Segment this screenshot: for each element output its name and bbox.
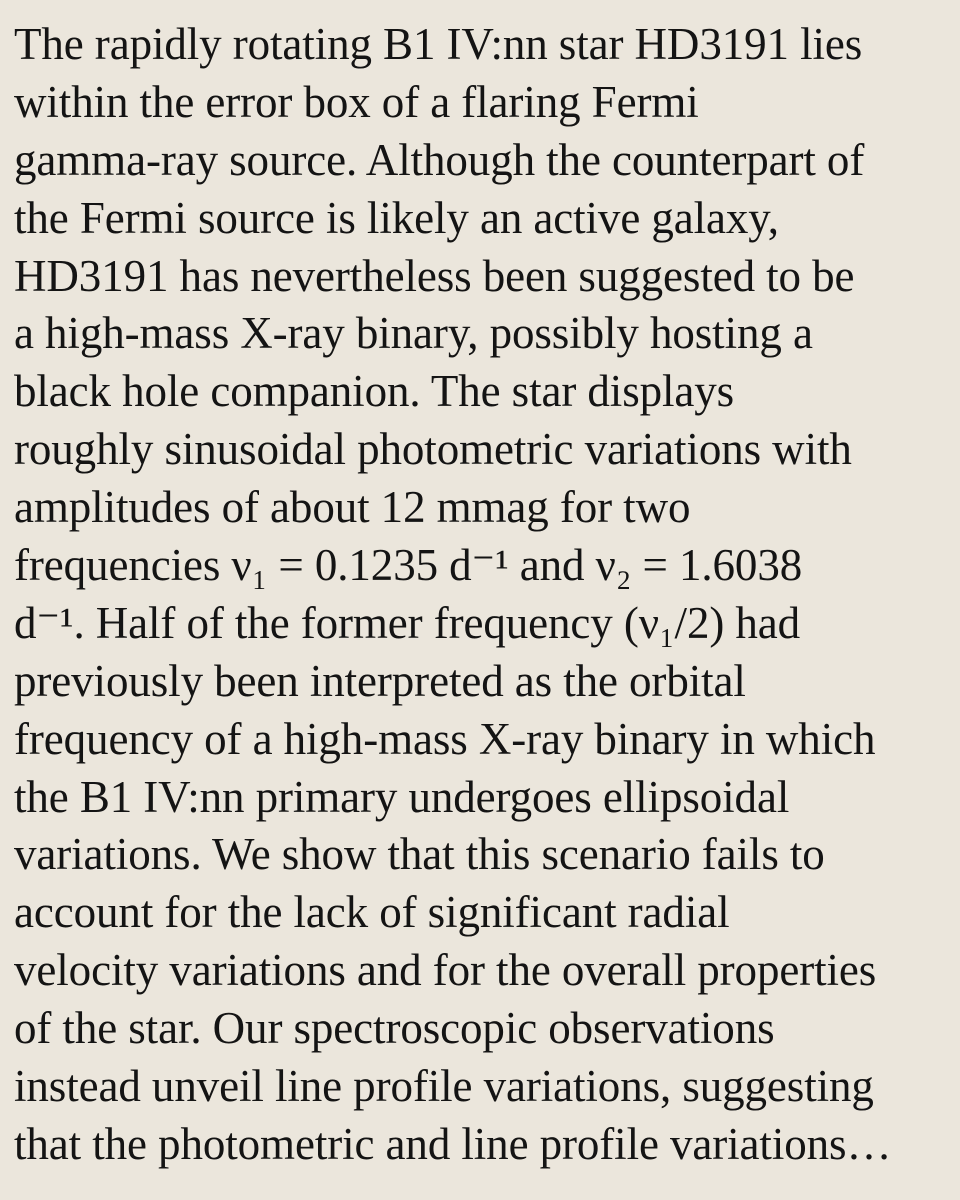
text-line: a high-mass X-ray binary, possibly hosting a — [14, 308, 813, 359]
text-line: velocity variations and for the overall properties — [14, 945, 877, 996]
text-line: within the error box of a flaring Fermi — [14, 76, 699, 127]
text-line: previously been interpreted as the orbital — [14, 655, 746, 706]
text-line: the B1 IV:nn primary undergoes ellipsoidal — [14, 771, 790, 822]
text-line: frequency of a high-mass X-ray binary in which — [14, 713, 876, 764]
text-line: the Fermi source is likely an active galaxy, — [14, 192, 779, 243]
text-line: that the photometric and line profile variations… — [14, 1118, 892, 1169]
text-line: of the star. Our spectroscopic observations — [14, 1003, 775, 1054]
text-line: amplitudes of about 12 mmag for two — [14, 482, 691, 533]
text-line: black hole companion. The star displays — [14, 366, 735, 417]
text-line: The rapidly rotating B1 IV:nn star HD3191 lies — [14, 19, 863, 69]
text-line: d⁻¹. Half of the former frequency (ν₁/2) had — [14, 597, 801, 648]
abstract-text — [14, 16, 960, 1174]
text-line: account for the lack of significant radial — [14, 887, 730, 938]
text-line: variations. We show that this scenario fails to — [14, 829, 825, 880]
text-line: frequencies ν₁ = 0.1235 d⁻¹ and ν₂ = 1.6038 — [14, 540, 803, 591]
text-line: gamma-ray source. Although the counterpart of — [14, 134, 865, 185]
text-line: instead unveil line profile variations, suggesting — [14, 1061, 874, 1112]
text-line: HD3191 has nevertheless been suggested to be — [14, 250, 855, 301]
text-line: roughly sinusoidal photometric variations with — [14, 424, 852, 475]
